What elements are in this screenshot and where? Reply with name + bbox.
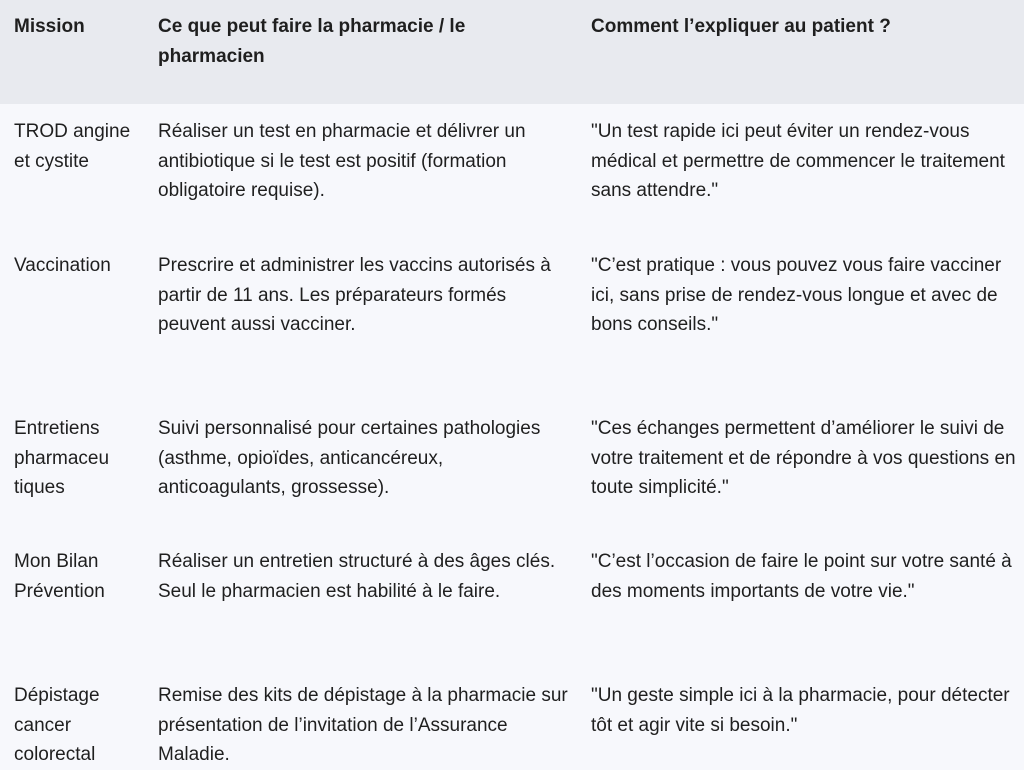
row-5-action: Remise des kits de dépistage à la pharmacie sur présentation de l’invitation de l’Assurance Maladie. [158, 685, 568, 765]
row-5-mission: Dépistage cancer colorectal [14, 685, 100, 765]
row-4-action: Réaliser un entretien structuré à des âges clés. Seul le pharmacien est habilité à le faire. [158, 551, 556, 602]
row-3-action: Suivi personnalisé pour certaines pathologies (asthme, opioïdes, anticancéreux, anticoagulants, grossesse). [158, 418, 541, 498]
row-4-mission: Mon Bilan Prévention [14, 551, 105, 602]
row-1-mission: TROD angine et cystite [14, 121, 131, 172]
header-action: Ce que peut faire la pharmacie / le pharmacien [158, 16, 466, 67]
row-3-mission: Entretiens pharmaceu tiques [14, 418, 110, 498]
row-4-explain: "C’est l’occasion de faire le point sur votre santé à des moments importants de votre vie." [591, 551, 1012, 602]
header-explain: Comment l’expliquer au patient ? [591, 16, 891, 37]
row-1-action: Réaliser un test en pharmacie et délivrer un antibiotique si le test est positif (formation obligatoire requise). [158, 121, 526, 201]
header-mission: Mission [14, 16, 85, 37]
row-3-explain: "Ces échanges permettent d’améliorer le suivi de votre traitement et de répondre à vos questions en toute simplicité." [591, 418, 1016, 498]
row-2-mission: Vaccination [14, 255, 111, 276]
row-1-explain: "Un test rapide ici peut éviter un rendez-vous médical et permettre de commencer le traitement sans attendre." [591, 121, 1005, 201]
row-5-explain: "Un geste simple ici à la pharmacie, pour détecter tôt et agir vite si besoin." [591, 685, 1010, 736]
row-2-action: Prescrire et administrer les vaccins autorisés à partir de 11 ans. Les préparateurs formés peuvent aussi vacciner. [158, 255, 551, 335]
row-2-explain: "C’est pratique : vous pouvez vous faire vacciner ici, sans prise de rendez-vous longue et avec de bons conseils." [591, 255, 1002, 335]
